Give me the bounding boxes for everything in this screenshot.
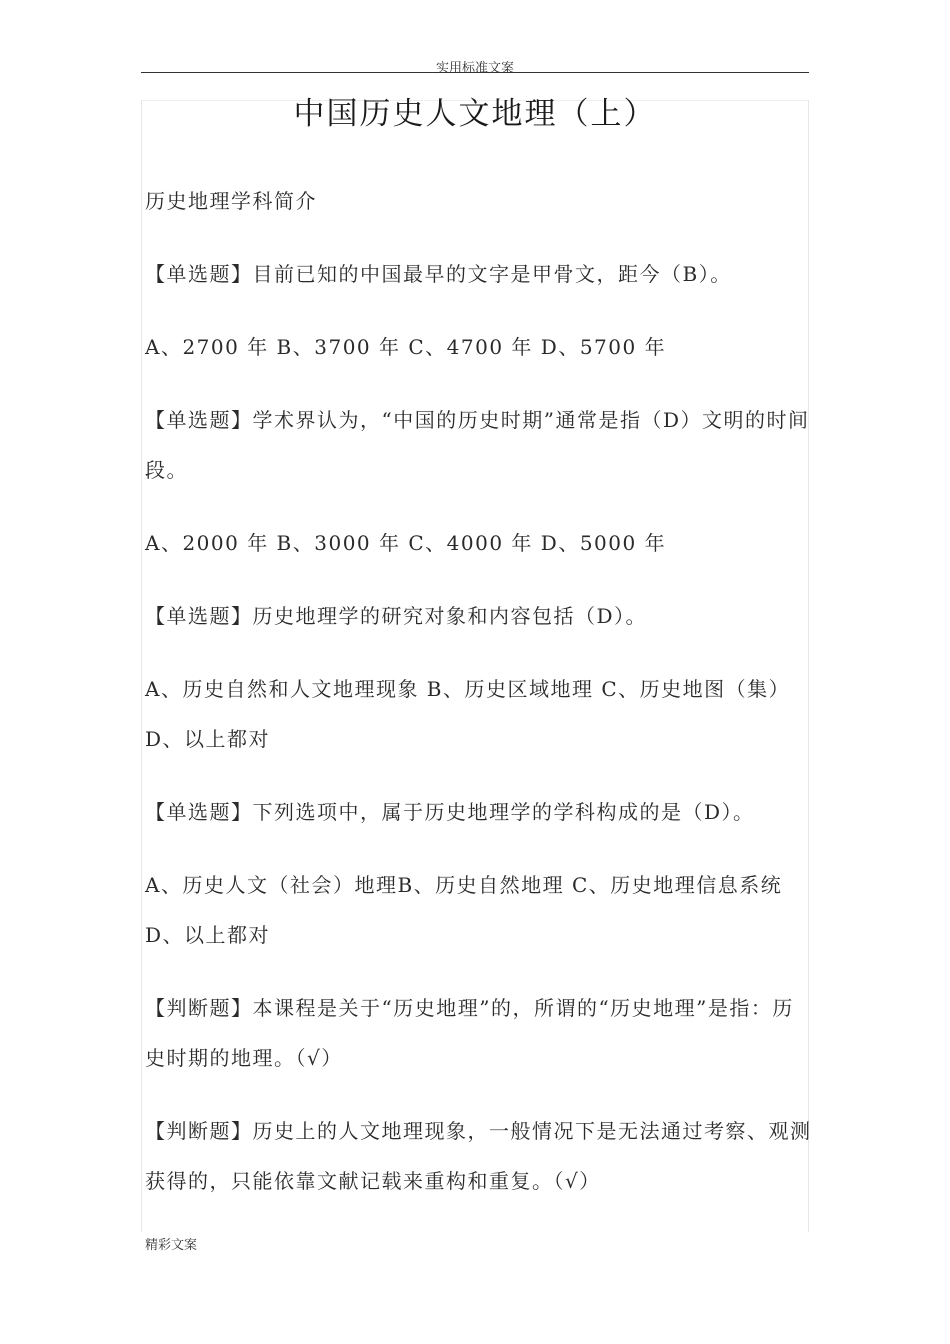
question-1: 【单选题】目前已知的中国最早的文字是甲骨文，距今（B）。 [145, 262, 732, 286]
header-rule [141, 72, 809, 73]
options-3: A、历史自然和人文地理现象 B、历史区域地理 C、历史地图（集）D、以上都对 [145, 677, 791, 751]
question-4: 【单选题】下列选项中，属于历史地理学的学科构成的是（D）。 [145, 800, 755, 824]
question-5: 【判断题】本课程是关于“历史地理”的，所谓的“历史地理”是指：历史时期的地理。（√） [145, 996, 794, 1070]
options-1: A、2700 年 B、3700 年 C、4700 年 D、5700 年 [145, 335, 667, 359]
document-title: 中国历史人文地理（上） [293, 96, 657, 132]
question-6: 【判断题】历史上的人文地理现象，一般情况下是无法通过考察、观测获得的，只能依靠文献记载来重构和重复。（√） [145, 1119, 812, 1193]
page-header: 实用标准文案 [435, 61, 514, 76]
question-3: 【单选题】历史地理学的研究对象和内容包括（D）。 [145, 604, 648, 628]
options-4: A、历史人文（社会）地理B、历史自然地理 C、历史地理信息系统 D、以上都对 [145, 873, 783, 947]
options-2: A、2000 年 B、3000 年 C、4000 年 D、5000 年 [145, 531, 667, 555]
page-footer: 精彩文案 [145, 1238, 198, 1253]
content-frame-left [141, 100, 142, 1232]
question-2: 【单选题】学术界认为，“中国的历史时期”通常是指（D）文明的时间段。 [145, 408, 810, 482]
document-body [145, 176, 815, 1206]
section-heading: 历史地理学科简介 [145, 189, 317, 213]
